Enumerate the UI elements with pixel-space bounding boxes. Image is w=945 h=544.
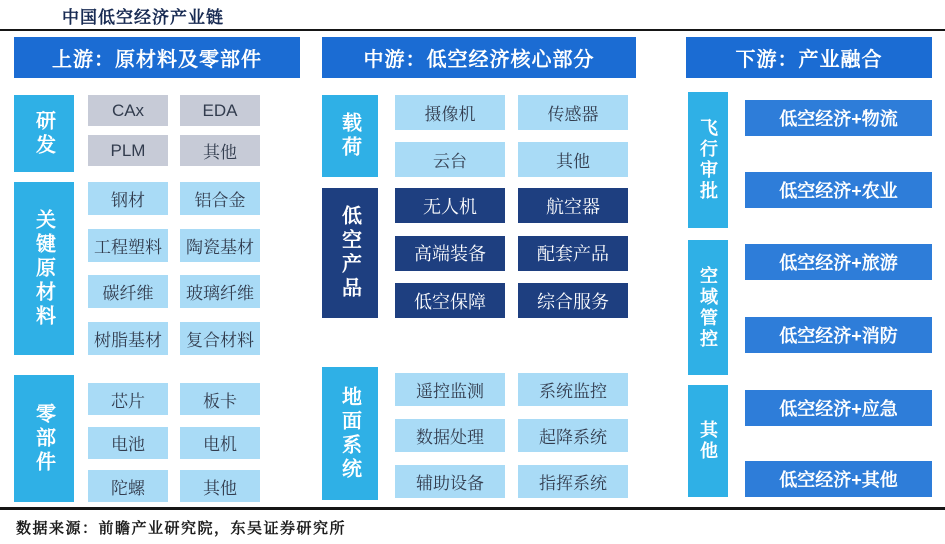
chain-item: 低空经济+消防	[745, 317, 932, 353]
chain-item: CAx	[88, 95, 168, 126]
chain-item: 其他	[180, 470, 260, 502]
chain-item: 其他	[518, 142, 628, 177]
section-components-items	[88, 375, 260, 502]
chain-item: 树脂基材	[88, 322, 168, 355]
diagram-title: 中国低空经济产业链	[62, 8, 224, 28]
chain-item: 配套产品	[518, 236, 628, 271]
section-low-altitude-products	[322, 188, 636, 318]
section-low-altitude-products-label: 低空产品	[322, 188, 378, 318]
section-components	[14, 375, 300, 502]
section-rd-items	[88, 95, 260, 172]
chain-item: 摄像机	[395, 95, 505, 130]
section-key-materials-items	[88, 182, 260, 355]
chain-item: 高端装备	[395, 236, 505, 271]
chain-item: 工程塑料	[88, 229, 168, 262]
section-ground-systems-items	[395, 367, 628, 500]
column-upstream	[14, 37, 300, 498]
chain-item: 综合服务	[518, 283, 628, 318]
chain-item: 玻璃纤维	[180, 275, 260, 308]
section-airspace-control	[686, 240, 932, 375]
chain-item: EDA	[180, 95, 260, 126]
column-midstream	[322, 37, 636, 493]
chain-item: 遥控监测	[395, 373, 505, 406]
chain-item: 低空经济+农业	[745, 172, 932, 208]
section-other-items	[745, 385, 932, 497]
section-flight-approval	[686, 92, 932, 228]
chain-item: 铝合金	[180, 182, 260, 215]
chain-item: 低空经济+其他	[745, 461, 932, 497]
section-airspace-control-label: 空域管控	[688, 240, 728, 375]
chain-item: 云台	[395, 142, 505, 177]
section-other	[686, 385, 932, 497]
chain-item: 无人机	[395, 188, 505, 223]
section-key-materials-label: 关键原材料	[14, 182, 74, 355]
chain-item: 陶瓷基材	[180, 229, 260, 262]
downstream-header: 下游：产业融合	[686, 37, 932, 78]
chain-item: 电机	[180, 427, 260, 459]
bottom-divider	[0, 507, 945, 510]
chain-item: 芯片	[88, 383, 168, 415]
chain-item: 陀螺	[88, 470, 168, 502]
chain-item: 指挥系统	[518, 465, 628, 498]
chain-item: 起降系统	[518, 419, 628, 452]
section-ground-systems	[322, 367, 636, 500]
upstream-header: 上游：原材料及零部件	[14, 37, 300, 78]
chain-item: PLM	[88, 135, 168, 166]
chain-item: 钢材	[88, 182, 168, 215]
chain-item: 电池	[88, 427, 168, 459]
chain-item: 碳纤维	[88, 275, 168, 308]
data-source-note: 数据来源：前瞻产业研究院，东吴证券研究所	[16, 519, 347, 537]
chain-item: 低空经济+旅游	[745, 244, 932, 280]
chain-item: 辅助设备	[395, 465, 505, 498]
top-divider	[0, 29, 945, 31]
column-downstream	[686, 37, 932, 490]
chain-item: 低空经济+物流	[745, 100, 932, 136]
chain-item: 复合材料	[180, 322, 260, 355]
section-payload-label: 载荷	[322, 95, 378, 177]
section-low-altitude-products-items	[395, 188, 628, 318]
section-flight-approval-items	[745, 92, 932, 228]
chain-item: 其他	[180, 135, 260, 166]
section-rd	[14, 95, 300, 172]
chain-item: 低空保障	[395, 283, 505, 318]
section-payload	[322, 95, 636, 177]
chain-item: 低空经济+应急	[745, 390, 932, 426]
section-flight-approval-label: 飞行审批	[688, 92, 728, 228]
section-payload-items	[395, 95, 628, 177]
section-rd-label: 研发	[14, 95, 74, 172]
midstream-header: 中游：低空经济核心部分	[322, 37, 636, 78]
chain-item: 板卡	[180, 383, 260, 415]
chain-item: 传感器	[518, 95, 628, 130]
section-key-materials	[14, 182, 300, 355]
section-ground-systems-label: 地面系统	[322, 367, 378, 500]
chain-item: 航空器	[518, 188, 628, 223]
section-airspace-control-items	[745, 240, 932, 375]
section-components-label: 零部件	[14, 375, 74, 502]
chain-item: 系统监控	[518, 373, 628, 406]
chain-item: 数据处理	[395, 419, 505, 452]
section-other-label: 其他	[688, 385, 728, 497]
